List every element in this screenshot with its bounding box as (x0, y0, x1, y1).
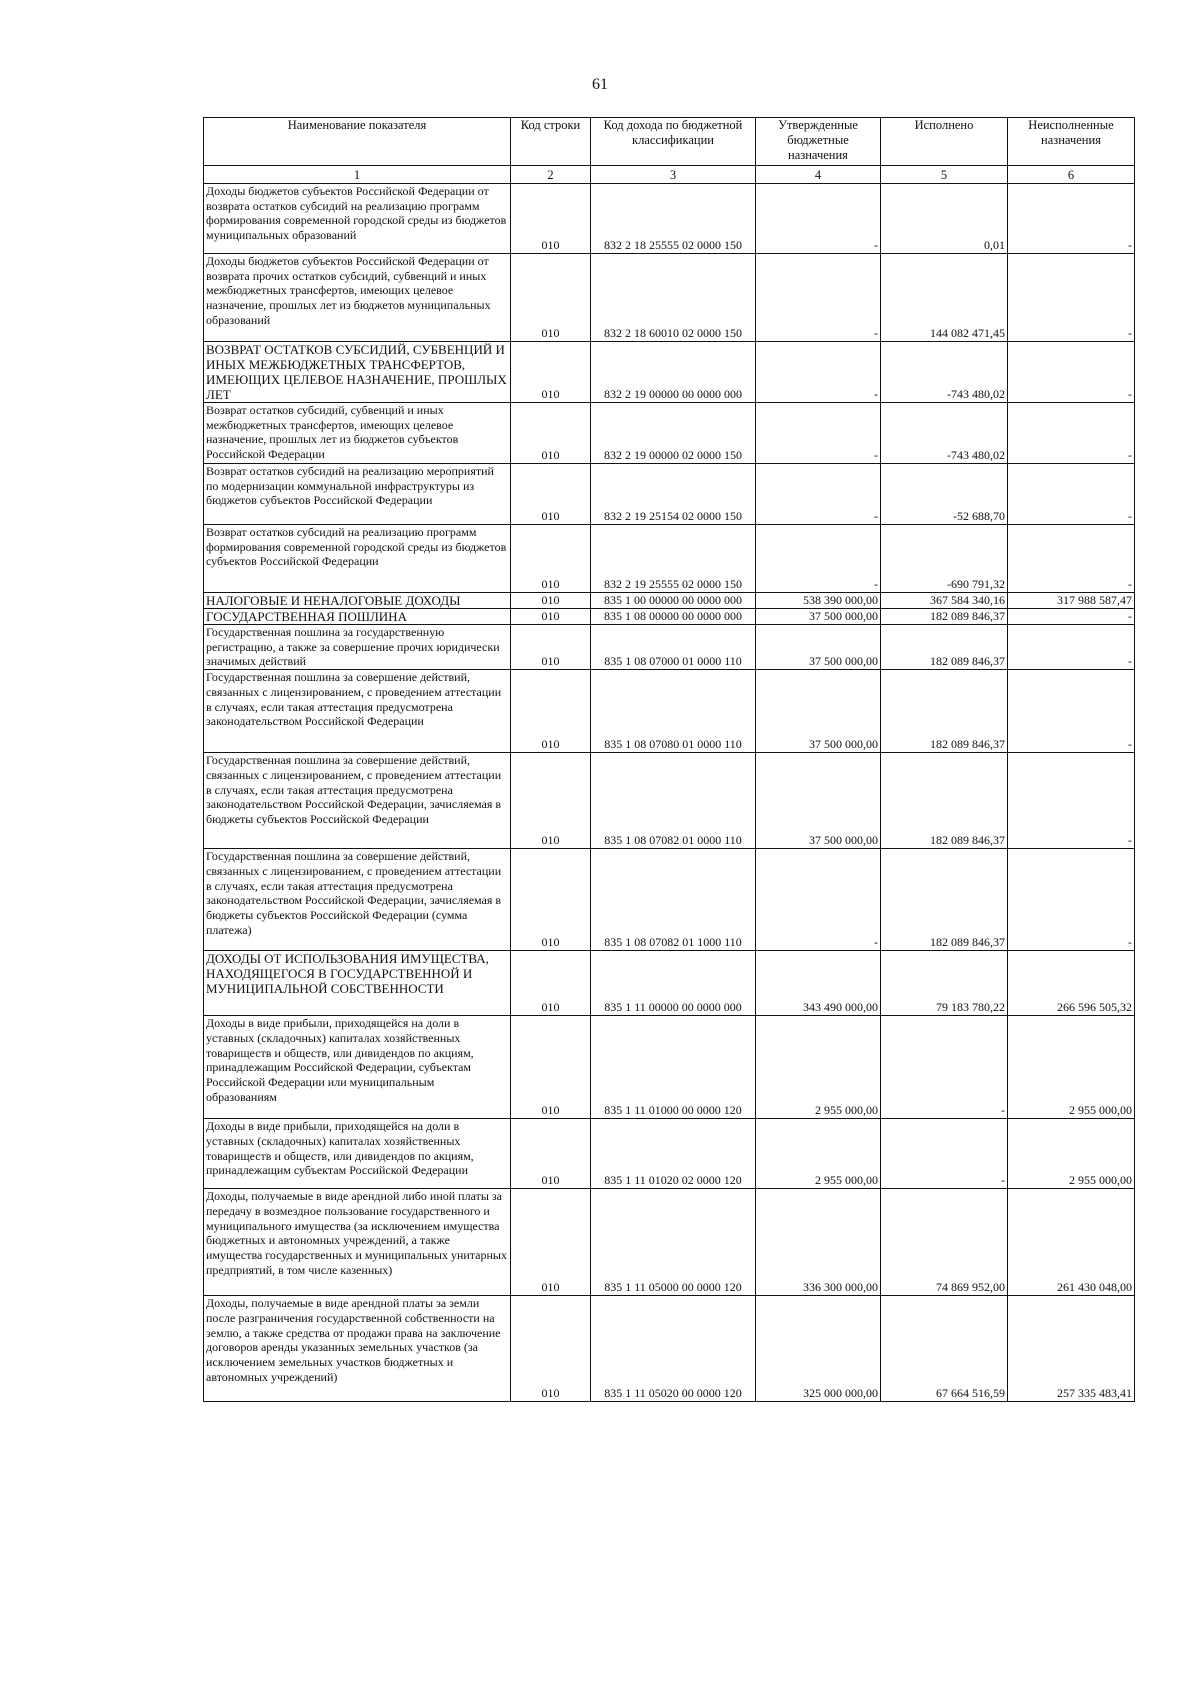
row-code: 010 (511, 403, 591, 464)
header-approved: Утвержденные бюджетные назначения (756, 118, 881, 166)
row-name: Государственная пошлина за совершение действий, связанных с лицензированием, с проведением аттестации в случаях, если такая аттестация предусмотрена законодательством Российской Федерации, зачисляемая в бюджеты субъектов Российской Федерации (сумма платежа) (204, 849, 511, 951)
row-approved: 37 500 000,00 (756, 625, 881, 670)
row-code: 010 (511, 184, 591, 254)
table-row (204, 464, 1135, 525)
table-row (204, 753, 1135, 849)
row-approved: - (756, 403, 881, 464)
row-kbk: 832 2 18 25555 02 0000 150 (591, 184, 756, 254)
row-approved: 538 390 000,00 (756, 593, 881, 609)
row-executed: -52 688,70 (881, 464, 1008, 525)
row-remaining: - (1008, 184, 1135, 254)
table-row (204, 593, 1135, 609)
row-kbk: 835 1 11 01000 00 0000 120 (591, 1016, 756, 1119)
row-remaining: 2 955 000,00 (1008, 1119, 1135, 1189)
row-name: Государственная пошлина за государственную регистрацию, а также за совершение прочих юридически значимых действий (204, 625, 511, 670)
row-code: 010 (511, 342, 591, 403)
row-remaining: 2 955 000,00 (1008, 1016, 1135, 1119)
row-name: ВОЗВРАТ ОСТАТКОВ СУБСИДИЙ, СУБВЕНЦИЙ И ИНЫХ МЕЖБЮДЖЕТНЫХ ТРАНСФЕРТОВ, ИМЕЮЩИХ ЦЕЛЕВОЕ НАЗНАЧЕНИЕ, ПРОШЛЫХ ЛЕТ (204, 342, 511, 403)
row-approved: 343 490 000,00 (756, 951, 881, 1016)
row-remaining: - (1008, 625, 1135, 670)
row-code: 010 (511, 1016, 591, 1119)
row-approved: 2 955 000,00 (756, 1119, 881, 1189)
row-name: Государственная пошлина за совершение действий, связанных с лицензированием, с проведением аттестации в случаях, если такая аттестация предусмотрена законодательством Российской Федерации (204, 670, 511, 753)
row-remaining: 261 430 048,00 (1008, 1189, 1135, 1296)
row-remaining: - (1008, 254, 1135, 342)
row-executed: 79 183 780,22 (881, 951, 1008, 1016)
row-kbk: 835 1 00 00000 00 0000 000 (591, 593, 756, 609)
row-code: 010 (511, 525, 591, 593)
row-code: 010 (511, 670, 591, 753)
table-row (204, 184, 1135, 254)
row-approved: 37 500 000,00 (756, 670, 881, 753)
header-name: Наименование показателя (204, 118, 511, 166)
row-name: Доходы бюджетов субъектов Российской Федерации от возврата остатков субсидий на реализацию программ формирования современной городской среды из бюджетов муниципальных образований (204, 184, 511, 254)
row-executed: 74 869 952,00 (881, 1189, 1008, 1296)
row-executed: -743 480,02 (881, 403, 1008, 464)
column-number: 5 (881, 166, 1008, 184)
page-number: 61 (592, 76, 608, 93)
row-code: 010 (511, 1189, 591, 1296)
table-row (204, 1119, 1135, 1189)
row-remaining: 266 596 505,32 (1008, 951, 1135, 1016)
header-remaining: Неисполненные назначения (1008, 118, 1135, 166)
row-name: Доходы в виде прибыли, приходящейся на доли в уставных (складочных) капиталах хозяйственных товариществ и обществ, или дивидендов по акциям, принадлежащим субъектам Российской Федерации (204, 1119, 511, 1189)
row-name: ГОСУДАРСТВЕННАЯ ПОШЛИНА (204, 609, 511, 625)
table-row (204, 1189, 1135, 1296)
table-row (204, 403, 1135, 464)
row-executed: 182 089 846,37 (881, 849, 1008, 951)
row-approved: - (756, 849, 881, 951)
row-code: 010 (511, 753, 591, 849)
row-executed: 182 089 846,37 (881, 625, 1008, 670)
row-approved: 2 955 000,00 (756, 1016, 881, 1119)
row-kbk: 835 1 08 07082 01 0000 110 (591, 753, 756, 849)
row-code: 010 (511, 593, 591, 609)
row-code: 010 (511, 1296, 591, 1402)
row-code: 010 (511, 849, 591, 951)
row-code: 010 (511, 464, 591, 525)
column-number-row (204, 166, 1135, 184)
table-row (204, 1296, 1135, 1402)
column-number: 4 (756, 166, 881, 184)
row-kbk: 835 1 11 05000 00 0000 120 (591, 1189, 756, 1296)
row-kbk: 835 1 08 07000 01 0000 110 (591, 625, 756, 670)
row-executed: 182 089 846,37 (881, 670, 1008, 753)
row-executed: 367 584 340,16 (881, 593, 1008, 609)
row-code: 010 (511, 609, 591, 625)
row-kbk: 832 2 19 25154 02 0000 150 (591, 464, 756, 525)
row-approved: - (756, 184, 881, 254)
row-kbk: 835 1 11 05020 00 0000 120 (591, 1296, 756, 1402)
header-executed: Исполнено (881, 118, 1008, 166)
row-kbk: 835 1 11 01020 02 0000 120 (591, 1119, 756, 1189)
column-number: 1 (204, 166, 511, 184)
row-approved: 336 300 000,00 (756, 1189, 881, 1296)
row-code: 010 (511, 1119, 591, 1189)
column-number: 3 (591, 166, 756, 184)
row-executed: 67 664 516,59 (881, 1296, 1008, 1402)
row-name: ДОХОДЫ ОТ ИСПОЛЬЗОВАНИЯ ИМУЩЕСТВА, НАХОДЯЩЕГОСЯ В ГОСУДАРСТВЕННОЙ И МУНИЦИПАЛЬНОЙ СОБСТВЕННОСТИ (204, 951, 511, 1016)
row-approved: 325 000 000,00 (756, 1296, 881, 1402)
row-kbk: 835 1 08 00000 00 0000 000 (591, 609, 756, 625)
row-executed: 0,01 (881, 184, 1008, 254)
row-executed: -743 480,02 (881, 342, 1008, 403)
budget-execution-table (203, 117, 1135, 1402)
row-kbk: 835 1 11 00000 00 0000 000 (591, 951, 756, 1016)
row-executed: - (881, 1016, 1008, 1119)
row-kbk: 832 2 18 60010 02 0000 150 (591, 254, 756, 342)
header-kbk: Код дохода по бюджетной классификации (591, 118, 756, 166)
row-remaining: 317 988 587,47 (1008, 593, 1135, 609)
row-remaining: - (1008, 525, 1135, 593)
row-kbk: 835 1 08 07080 01 0000 110 (591, 670, 756, 753)
row-remaining: - (1008, 670, 1135, 753)
row-name: Доходы, получаемые в виде арендной либо иной платы за передачу в возмездное пользование государственного и муниципального имущества (за исключением имущества бюджетных и автономных учреждений, а также имущества государственных и муниципальных унитарных предприятий, в том числе казенных) (204, 1189, 511, 1296)
row-executed: 182 089 846,37 (881, 609, 1008, 625)
row-remaining: - (1008, 342, 1135, 403)
table-body (204, 184, 1135, 1402)
header-code: Код строки (511, 118, 591, 166)
row-name: Доходы в виде прибыли, приходящейся на доли в уставных (складочных) капиталах хозяйственных товариществ и обществ, или дивидендов по акциям, принадлежащим Российской Федерации, субъектам Российской Федерации или муниципальным образованиям (204, 1016, 511, 1119)
row-kbk: 832 2 19 00000 00 0000 000 (591, 342, 756, 403)
header-row (204, 118, 1135, 166)
table-row (204, 670, 1135, 753)
row-remaining: - (1008, 609, 1135, 625)
row-remaining: - (1008, 753, 1135, 849)
row-name: Доходы бюджетов субъектов Российской Федерации от возврата прочих остатков субсидий, субвенций и иных межбюджетных трансфертов, имеющих целевое назначение, прошлых лет из бюджетов муниципальных образований (204, 254, 511, 342)
table-row (204, 951, 1135, 1016)
row-executed: 144 082 471,45 (881, 254, 1008, 342)
table-row (204, 254, 1135, 342)
row-kbk: 832 2 19 00000 02 0000 150 (591, 403, 756, 464)
row-approved: 37 500 000,00 (756, 753, 881, 849)
row-name: Возврат остатков субсидий на реализацию программ формирования современной городской среды из бюджетов субъектов Российской Федерации (204, 525, 511, 593)
row-executed: - (881, 1119, 1008, 1189)
row-remaining: - (1008, 464, 1135, 525)
column-number: 2 (511, 166, 591, 184)
row-executed: 182 089 846,37 (881, 753, 1008, 849)
row-name: НАЛОГОВЫЕ И НЕНАЛОГОВЫЕ ДОХОДЫ (204, 593, 511, 609)
row-name: Возврат остатков субсидий, субвенций и иных межбюджетных трансфертов, имеющих целевое назначение, прошлых лет из бюджетов субъектов Российской Федерации (204, 403, 511, 464)
row-kbk: 835 1 08 07082 01 1000 110 (591, 849, 756, 951)
table-row (204, 525, 1135, 593)
table-row (204, 1016, 1135, 1119)
row-remaining: 257 335 483,41 (1008, 1296, 1135, 1402)
row-approved: - (756, 254, 881, 342)
row-code: 010 (511, 254, 591, 342)
table-row (204, 849, 1135, 951)
row-approved: 37 500 000,00 (756, 609, 881, 625)
row-approved: - (756, 342, 881, 403)
table-row (204, 342, 1135, 403)
row-name: Государственная пошлина за совершение действий, связанных с лицензированием, с проведением аттестации в случаях, если такая аттестация предусмотрена законодательством Российской Федерации, зачисляемая в бюджеты субъектов Российской Федерации (204, 753, 511, 849)
column-number: 6 (1008, 166, 1135, 184)
row-code: 010 (511, 625, 591, 670)
row-remaining: - (1008, 403, 1135, 464)
row-executed: -690 791,32 (881, 525, 1008, 593)
row-code: 010 (511, 951, 591, 1016)
row-approved: - (756, 525, 881, 593)
row-approved: - (756, 464, 881, 525)
row-remaining: - (1008, 849, 1135, 951)
row-name: Доходы, получаемые в виде арендной платы за земли после разграничения государственной собственности на землю, а также средства от продажи права на заключение договоров аренды указанных земельных участков (за исключением земельных участков бюджетных и автономных учреждений) (204, 1296, 511, 1402)
table-row (204, 625, 1135, 670)
row-kbk: 832 2 19 25555 02 0000 150 (591, 525, 756, 593)
table-row (204, 609, 1135, 625)
row-name: Возврат остатков субсидий на реализацию мероприятий по модернизации коммунальной инфраструктуры из бюджетов субъектов Российской Федерации (204, 464, 511, 525)
